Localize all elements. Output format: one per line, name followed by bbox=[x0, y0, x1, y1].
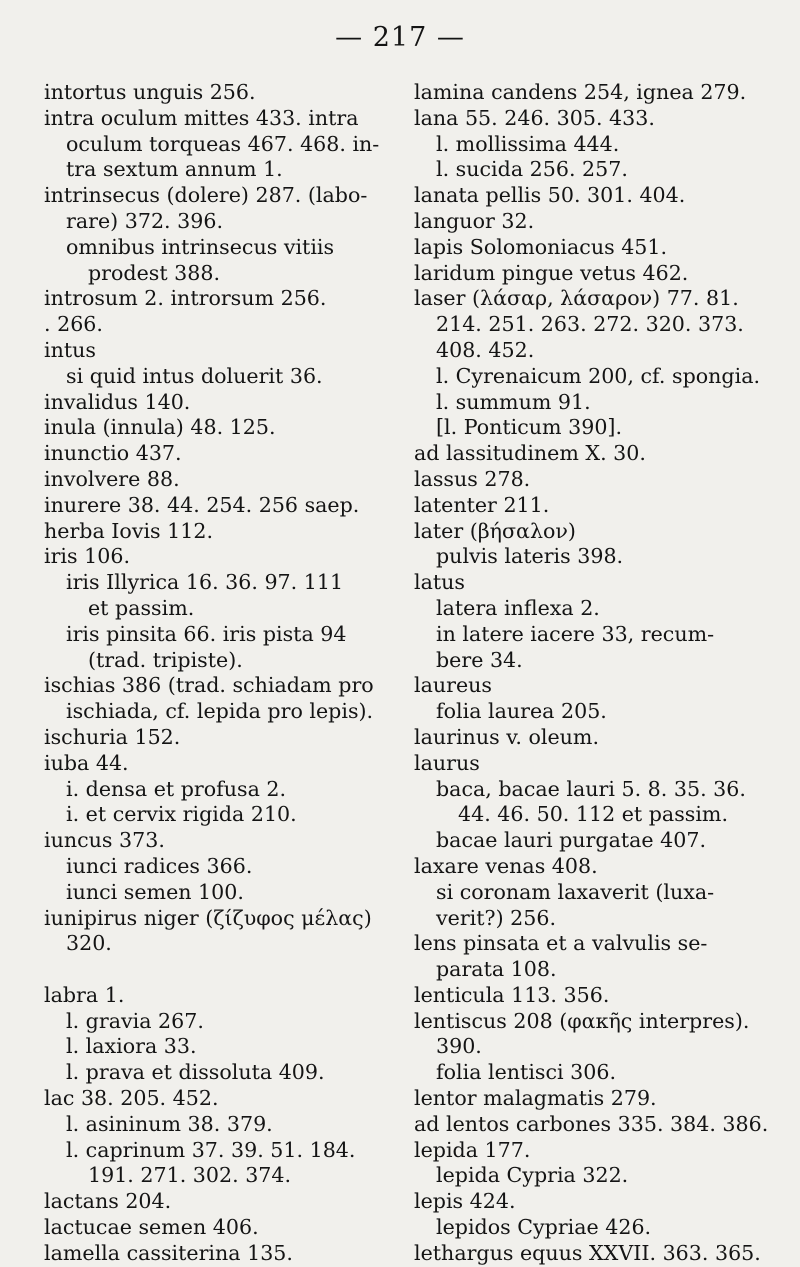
index-column-left bbox=[44, 80, 404, 1267]
index-entry-line: labra 1. bbox=[44, 982, 125, 1007]
index-entry-line: iris Illyrica 16. 36. 97. 111 bbox=[66, 570, 344, 595]
page-number: — 217 — bbox=[335, 22, 465, 53]
index-entry-line: laurus bbox=[414, 750, 480, 775]
index-entry-line: lanata pellis 50. 301. 404. bbox=[414, 183, 686, 208]
index-entry-line: laureus bbox=[414, 673, 492, 698]
index-entry-line: ischuria 152. bbox=[44, 724, 181, 749]
index-entry-line: l. caprinum 37. 39. 51. 184. bbox=[66, 1137, 356, 1162]
index-entry-line: lactucae semen 406. bbox=[44, 1215, 259, 1240]
index-entry-line: inurere 38. 44. 254. 256 saep. bbox=[44, 492, 360, 517]
index-entry-line: lepida Cypria 322. bbox=[436, 1163, 629, 1188]
index-entry-line: l. asininum 38. 379. bbox=[66, 1111, 273, 1136]
index-entry-line: bere 34. bbox=[436, 647, 523, 672]
index-entry-line: laxare venas 408. bbox=[414, 853, 598, 878]
index-entry-line: baca, bacae lauri 5. 8. 35. 36. bbox=[436, 776, 746, 801]
index-entry-line: l. laxiora 33. bbox=[66, 1034, 197, 1059]
index-entry-line: lens pinsata et a valvulis se- bbox=[414, 931, 708, 956]
index-entry-line: lethargus equus XXVII. 363. 365. bbox=[414, 1240, 761, 1265]
index-entry-line: inunctio 437. bbox=[44, 441, 182, 466]
index-entry-line: lenticula 113. 356. bbox=[414, 982, 610, 1007]
index-entry-line: verit?) 256. bbox=[436, 905, 557, 930]
index-entry-line: folia lentisci 306. bbox=[436, 1060, 617, 1085]
index-entry-line: lamina candens 254, ignea 279. bbox=[414, 80, 747, 104]
index-entry-line: ischias 386 (trad. schiadam pro bbox=[44, 673, 374, 698]
index-entry-line: omnibus intrinsecus vitiis bbox=[66, 234, 335, 259]
index-entry-line: 320. bbox=[66, 931, 112, 956]
index-entry-line: inula (innula) 48. 125. bbox=[44, 415, 276, 440]
index-entry-line: iunci radices 366. bbox=[66, 853, 253, 878]
index-entry-line: iuncus 373. bbox=[44, 828, 165, 853]
index-entry-line: si coronam laxaverit (luxa- bbox=[436, 879, 715, 904]
index-entry-line: pulvis lateris 398. bbox=[436, 544, 624, 569]
index-entry-line: ischiada, cf. lepida pro lepis). bbox=[66, 699, 374, 724]
index-entry-line: laser (λάσαρ, λάσαρον) 77. 81. bbox=[414, 286, 739, 311]
index-entry-line: oculum torqueas 467. 468. in- bbox=[66, 131, 380, 156]
index-entry-line: et passim. bbox=[88, 595, 195, 620]
index-entry-line: iris pinsita 66. iris pista 94 bbox=[66, 621, 347, 646]
index-entry-line: si quid intus doluerit 36. bbox=[66, 363, 323, 388]
index-entry-line: l. prava et dissoluta 409. bbox=[66, 1060, 325, 1085]
index-entry-line: l. gravia 267. bbox=[66, 1008, 204, 1033]
index-entry-line: lentiscus 208 (φακῆς interpres). bbox=[414, 1008, 750, 1033]
index-entry-line: lana 55. 246. 305. 433. bbox=[414, 105, 655, 130]
index-entry-line: i. densa et profusa 2. bbox=[66, 776, 287, 801]
index-entry-line: involvere 88. bbox=[44, 466, 180, 491]
index-entry-line: iris 106. bbox=[44, 544, 130, 569]
index-entry-line: folia laurea 205. bbox=[436, 699, 607, 724]
index-entry-line: latenter 211. bbox=[414, 492, 550, 517]
index-entry-line: lactans 204. bbox=[44, 1189, 172, 1214]
index-entry-line: i. et cervix rigida 210. bbox=[66, 802, 297, 827]
index-column-right bbox=[414, 80, 769, 1267]
index-entry-line: 214. 251. 263. 272. 320. 373. bbox=[436, 312, 744, 337]
index-entry-line: lepis 424. bbox=[414, 1189, 516, 1214]
index-entry-line: l. Cyrenaicum 200, cf. spongia. bbox=[436, 363, 761, 388]
index-entry-line: languor 32. bbox=[414, 208, 535, 233]
index-entry-line: . 266. bbox=[44, 312, 103, 337]
index-entry-line: later (βήσαλον) bbox=[414, 518, 576, 543]
index-entry-line: invalidus 140. bbox=[44, 389, 191, 414]
index-entry-line: 408. 452. bbox=[436, 337, 535, 362]
index-entry-line: [l. Ponticum 390]. bbox=[436, 415, 623, 440]
index-entry-line: (trad. tripiste). bbox=[88, 647, 243, 672]
index-entry-line: herba Iovis 112. bbox=[44, 518, 214, 543]
index-entry-line: iunci semen 100. bbox=[66, 879, 244, 904]
index-entry-line: in latere iacere 33, recum- bbox=[436, 621, 715, 646]
index-entry-line: intus bbox=[44, 337, 96, 362]
index-entry-line: lentor malagmatis 279. bbox=[414, 1086, 657, 1111]
index-entry-line: bacae lauri purgatae 407. bbox=[436, 828, 707, 853]
index-entry-line: ad lentos carbones 335. 384. 386. bbox=[414, 1111, 769, 1136]
index-entry-line: lapis Solomoniacus 451. bbox=[414, 234, 668, 259]
index-entry-line: intra oculum mittes 433. intra bbox=[44, 105, 359, 130]
index-entry-line: l. mollissima 444. bbox=[436, 131, 620, 156]
index-entry-line: rare) 372. 396. bbox=[66, 208, 223, 233]
index-entry-line: laurinus v. oleum. bbox=[414, 724, 599, 749]
index-entry-line bbox=[44, 957, 404, 983]
index-entry-line: parata 108. bbox=[436, 957, 557, 982]
index-entry-line: intortus unguis 256. bbox=[44, 80, 256, 104]
index-entry-line: lepidos Cypriae 426. bbox=[436, 1215, 652, 1240]
index-entry-line: lepida 177. bbox=[414, 1137, 531, 1162]
index-entry-line: ad lassitudinem X. 30. bbox=[414, 441, 646, 466]
index-entry-line: 44. 46. 50. 112 et passim. bbox=[458, 802, 729, 827]
index-entry-line: intrinsecus (dolere) 287. (labo- bbox=[44, 183, 368, 208]
index-entry-line: tra sextum annum 1. bbox=[66, 157, 283, 182]
index-entry-line: lassus 278. bbox=[414, 466, 531, 491]
index-entry-line: l. summum 91. bbox=[436, 389, 591, 414]
index-entry-line: iunipirus niger (ζίζυφος μέλας) bbox=[44, 905, 372, 930]
index-entry-line: prodest 388. bbox=[88, 260, 221, 285]
index-entry-line: latus bbox=[414, 570, 465, 595]
index-entry-line: iuba 44. bbox=[44, 750, 129, 775]
index-entry-line: introsum 2. introrsum 256. bbox=[44, 286, 327, 311]
index-entry-line: lamella cassiterina 135. bbox=[44, 1240, 293, 1265]
index-entry-line: 390. bbox=[436, 1034, 482, 1059]
index-entry-line: latera inflexa 2. bbox=[436, 595, 600, 620]
index-entry-line: lac 38. 205. 452. bbox=[44, 1086, 219, 1111]
index-entry-line: laridum pingue vetus 462. bbox=[414, 260, 689, 285]
index-entry-line: l. sucida 256. 257. bbox=[436, 157, 628, 182]
index-entry-line: 191. 271. 302. 374. bbox=[88, 1163, 292, 1188]
